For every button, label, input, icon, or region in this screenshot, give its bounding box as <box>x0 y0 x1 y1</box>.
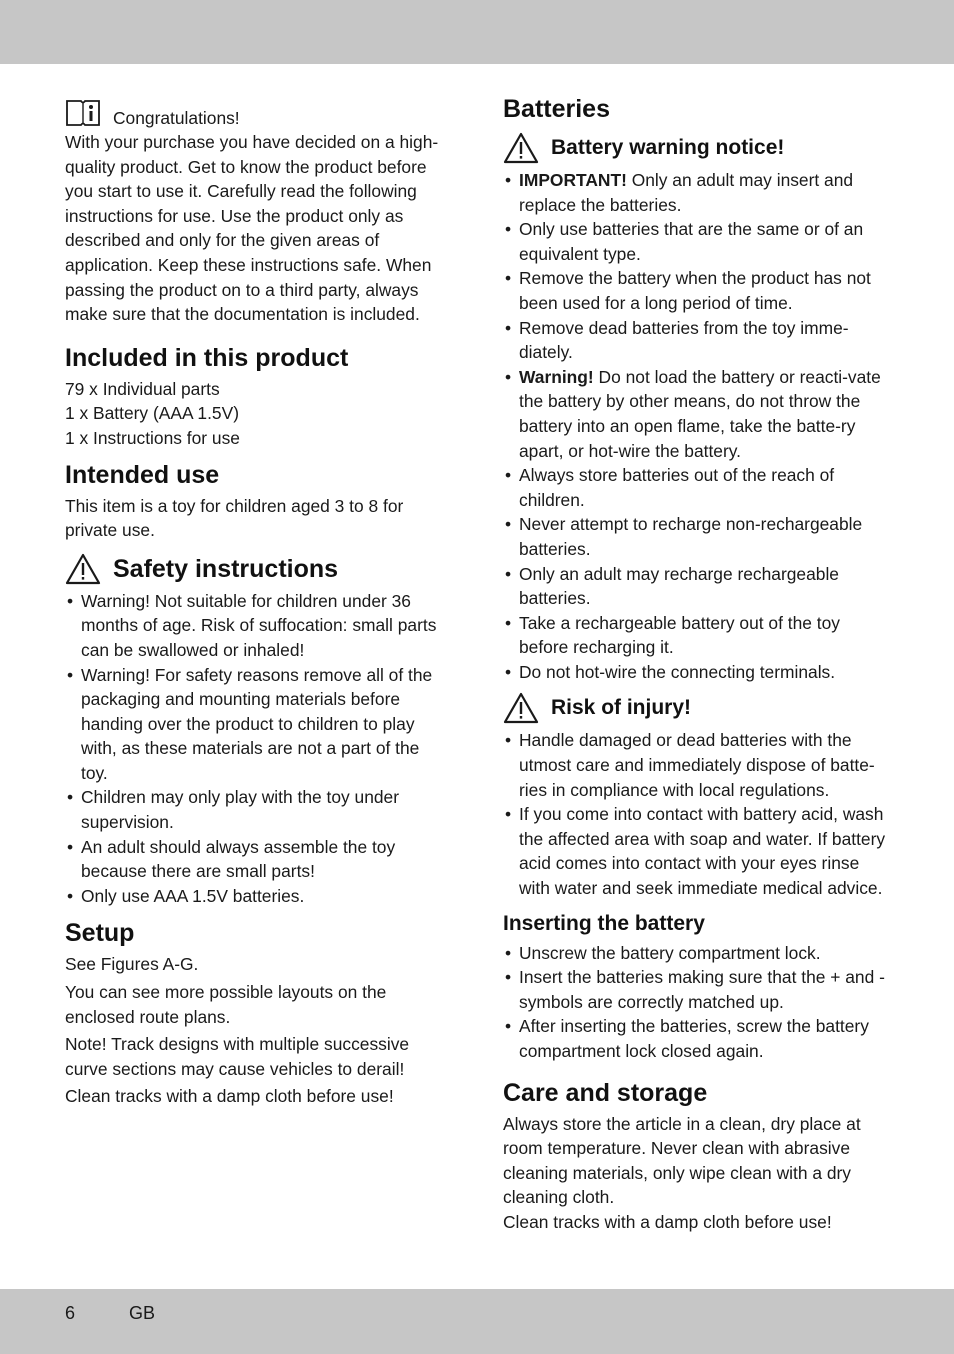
left-column <box>65 94 445 1109</box>
warning-item-text: Never attempt to recharge non-rechargeable batteries. <box>519 514 863 559</box>
included-heading: Included in this product <box>65 343 349 372</box>
safety-item: • Warning! Not suitable for children under 36 months of age. Risk of suffocation: small parts can be swallowed or inhaled! <box>65 589 445 663</box>
setup-text: Clean tracks with a damp cloth before use! <box>65 1086 394 1107</box>
warning-item <box>503 168 888 217</box>
warning-item <box>503 611 888 660</box>
safety-heading: Safety instructions <box>113 554 339 583</box>
setup-text: See Figures A-G. <box>65 954 199 975</box>
battery-warning-list <box>503 168 888 684</box>
right-column <box>503 94 888 1235</box>
battery-warning-heading: Battery warning notice! <box>551 136 785 159</box>
inserting-item: • After inserting the batteries, screw the battery compartment lock closed again. <box>503 1014 888 1063</box>
warning-item-text: Only use batteries that are the same or of an equivalent type. <box>519 219 864 264</box>
safety-item: • Children may only play with the toy under supervision. <box>65 785 445 834</box>
care-heading: Care and storage <box>503 1078 708 1107</box>
warning-item <box>503 217 888 266</box>
intro-title: Congratulations! <box>113 108 240 128</box>
warning-item-text: Only an adult may recharge rechargeable batteries. <box>519 563 839 609</box>
safety-list <box>65 589 445 909</box>
injury-item: • If you come into contact with battery acid, wash the affected area with soap and water. If battery acid comes into contact with your eyes rinse with water and seek immediate medical advice. <box>503 802 888 900</box>
care-text: Clean tracks with a damp cloth before use! <box>503 1211 832 1232</box>
page-number: 6 <box>65 1303 76 1323</box>
warning-item <box>503 463 888 512</box>
warning-triangle-icon <box>503 132 539 164</box>
warning-item <box>503 316 888 365</box>
warning-item-text: Always store batteries out of the reach of children. <box>519 465 835 510</box>
page-language: GB <box>129 1303 156 1323</box>
injury-heading-row <box>503 692 888 724</box>
inserting-heading: Inserting the battery <box>503 911 705 935</box>
info-book-icon <box>65 98 101 128</box>
included-item: 1 x Battery (AAA 1.5V) <box>65 403 239 424</box>
included-item: 79 x Individual parts <box>65 378 220 399</box>
intended-text: This item is a toy for children aged 3 to 8 for private use. <box>65 495 404 541</box>
setup-text: You can see more possible layouts on the enclosed route plans. <box>65 982 387 1027</box>
batteries-heading: Batteries <box>503 95 610 123</box>
warning-item-text: Only an adult may insert and replace the batteries. <box>519 170 854 215</box>
safety-item: • An adult should always assemble the toy because there are small parts! <box>65 835 445 884</box>
warning-item-text: Remove the battery when the product has not been used for a long period of time. <box>519 268 871 313</box>
safety-item: • Only use AAA 1.5V batteries. <box>65 884 445 909</box>
setup-heading: Setup <box>65 919 135 948</box>
warning-triangle-icon <box>65 553 101 585</box>
warning-item <box>503 660 888 685</box>
setup-text: Note! Track designs with multiple successive curve sections may cause vehicles to derail! <box>65 1034 410 1079</box>
warning-triangle-icon <box>503 692 539 724</box>
inserting-item: • Unscrew the battery compartment lock. <box>503 941 888 966</box>
warning-item <box>503 266 888 315</box>
battery-warning-heading-row <box>503 132 888 164</box>
included-item: 1 x Instructions for use <box>65 427 240 448</box>
injury-heading: Risk of injury! <box>551 696 692 720</box>
header-band <box>0 0 954 64</box>
inserting-list <box>503 941 888 1064</box>
warning-item-emphasis: IMPORTANT! <box>519 170 627 190</box>
intended-heading: Intended use <box>65 460 220 489</box>
intro-heading <box>65 94 445 128</box>
care-text: Always store the article in a clean, dry place at room temperature. Never clean with abrasive cleaning materials, only wipe clean with a dry cleaning cloth. <box>503 1113 861 1208</box>
intro-text: With your purchase you have decided on a high-quality product. Get to know the product before you start to use it. Carefully read the following instructions for use. Use the product only as described and only for the given areas of application. Keep these instructions safe. When passing the product on to a third party, always make sure that the documentation is included. <box>65 132 439 325</box>
safety-item: • Warning! For safety reasons remove all of the packaging and mounting materials before handing over the product to children to play with, as these materials are not a part of the toy. <box>65 663 445 786</box>
warning-item <box>503 365 888 463</box>
warning-item <box>503 512 888 561</box>
injury-item: • Handle damaged or dead batteries with the utmost care and immediately dispose of batte-ries in compliance with local regulations. <box>503 728 888 802</box>
warning-item-text: Do not hot-wire the connecting terminals. <box>519 661 836 682</box>
injury-list <box>503 728 888 900</box>
safety-heading-row <box>65 553 445 585</box>
warning-item-text: Remove dead batteries from the toy imme-diately. <box>519 317 849 363</box>
warning-item <box>503 562 888 611</box>
inserting-item: • Insert the batteries making sure that the + and - symbols are correctly matched up. <box>503 965 888 1014</box>
warning-item-emphasis: Warning! <box>519 366 594 387</box>
warning-item-text: Do not load the battery or reacti-vate the battery by other means, do not throw the battery into an open flame, take the batte-ry apart, or hot-wire the battery. <box>519 366 881 461</box>
warning-item-text: Take a rechargeable battery out of the toy before recharging it. <box>519 612 840 658</box>
